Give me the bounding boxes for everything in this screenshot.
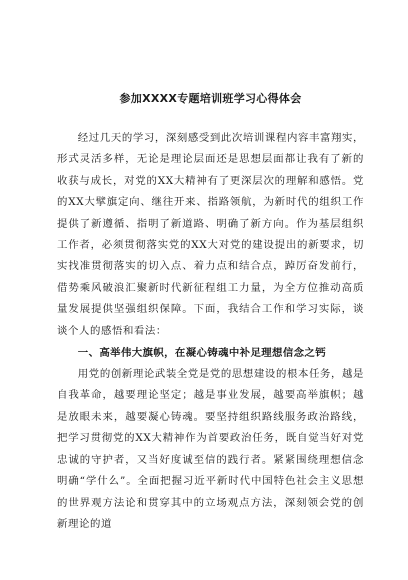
section-heading: 一、高举伟大旗帜，在凝心铸魂中补足理想信念之钙 xyxy=(77,347,326,360)
document-title: 参加XXXX专题培训班学习心得体会 xyxy=(119,92,302,105)
section-paragraph: 用党的创新理论武装全党是党的思想建设的根本任务，越是自我革命，越要理论坚定；越是事业发展，越要高举旗帜；越是放眼未来，越要凝心铸魂。要坚持组织路线服务政治路线，把学习贯彻党的XX大精神作为首要政治任务，既自觉当好对党忠诚的守护者，又当好度诚至信的践行者。紧紧围绕理想信念明确“学什么”。全面把握习近平新时代中国特色社会主义思想的世界观方法论和贯穿其中的立场观点方法，深刻领会党的创新理论的道 xyxy=(57,368,364,530)
intro-paragraph: 经过几天的学习，深刻感受到此次培训课程内容丰富翔实，形式灵活多样，无论是理论层面还是思想层面都让我有了新的收获与成长，对党的XX大精神有了更深层次的理解和感悟。党的XX大擘旗定向、继往开来、指路领航，为新时代的组织工作提供了新遵循、指明了新道路、明确了新方向。作为基层组织工作者，必须贯彻落实党的XX大对党的建设提出的新要求，切实找准贯彻落实的切入点、着力点和结合点，踔厉奋发前行，借势乘风破浪汇聚新时代新征程组工力量，为全方位推动高质量发展提供坚强组织保障。下面，我结合工作和学习实际，谈谈个人的感悟和看法： xyxy=(57,132,364,337)
